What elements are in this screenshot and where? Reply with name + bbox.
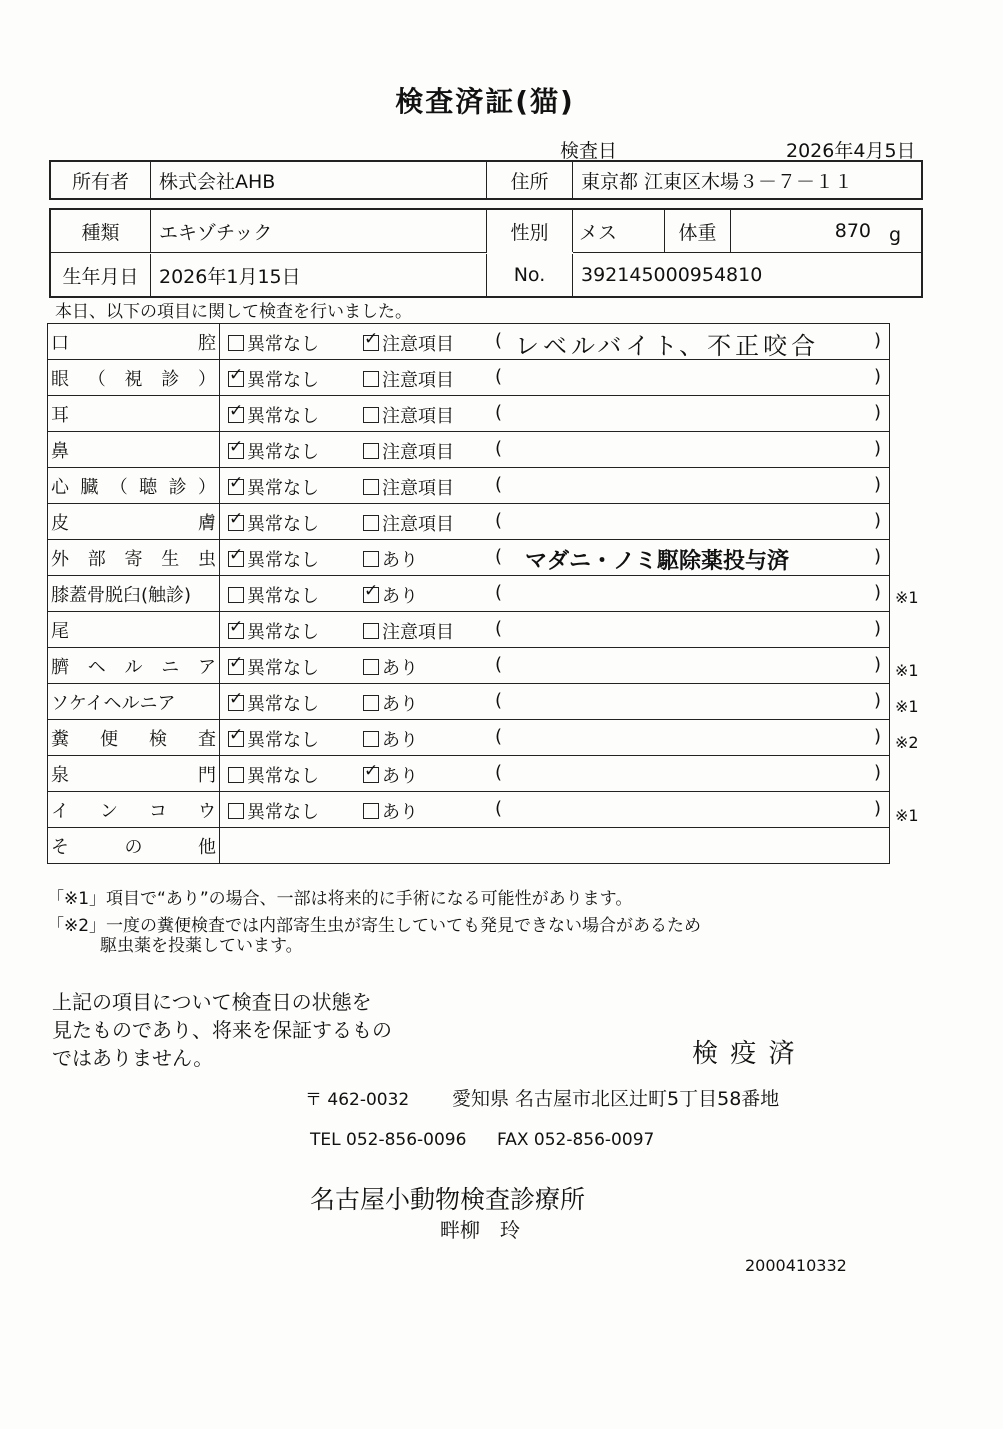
- option-normal[interactable]: [228, 618, 319, 644]
- exam-item-label: [48, 720, 220, 756]
- option-normal-label: 異常なし: [247, 586, 319, 607]
- footnote-mark: ※1: [895, 806, 919, 826]
- option-flag-label: 注意項目: [382, 406, 454, 427]
- exam-row: [48, 684, 890, 720]
- option-flag-label: あり: [382, 694, 418, 715]
- birth-value: 2026年1月15日: [151, 254, 487, 296]
- animal-info-block: [49, 208, 923, 298]
- footnote-mark: ※1: [895, 587, 919, 607]
- exam-item-label-text: 尾: [51, 620, 69, 642]
- paren-open: (: [495, 654, 503, 675]
- paren-open: (: [495, 618, 503, 639]
- option-normal-label: 異常なし: [247, 730, 319, 751]
- sex-value: メス: [573, 210, 665, 252]
- exam-item-label-text: 皮 膚: [51, 512, 216, 534]
- option-normal[interactable]: [228, 762, 319, 788]
- option-flag[interactable]: [363, 510, 454, 536]
- disclaimer-line-1: 上記の項目について検査日の状態を: [52, 990, 372, 1014]
- paren-open: (: [495, 474, 503, 495]
- paren-close: ): [873, 330, 881, 351]
- exam-item-label: [48, 756, 220, 792]
- option-normal[interactable]: [228, 726, 319, 752]
- paren-open: (: [495, 690, 503, 711]
- option-normal[interactable]: [228, 690, 319, 716]
- option-flag[interactable]: [363, 762, 418, 788]
- option-normal-label: 異常なし: [247, 442, 319, 463]
- exam-row: [48, 720, 890, 756]
- checkbox-flag[interactable]: [363, 587, 379, 603]
- disclaimer-line-2: 見たものであり、将来を保証するもの: [52, 1018, 392, 1042]
- postal-code: 〒 462-0032: [305, 1090, 410, 1110]
- exam-item-label-text: 膝蓋骨脱臼(触診): [51, 584, 192, 606]
- remark-text: レベルバイト、不正咬合: [515, 332, 820, 360]
- option-normal-label: 異常なし: [247, 766, 319, 787]
- checkbox-normal[interactable]: [228, 551, 244, 567]
- exam-item-label: [48, 432, 220, 468]
- paren-open: (: [495, 330, 503, 351]
- exam-date: 2026年4月5日: [786, 140, 916, 162]
- option-normal[interactable]: [228, 546, 319, 572]
- sex-label: 性別: [487, 210, 573, 252]
- option-normal-label: 異常なし: [247, 622, 319, 643]
- exam-row: [48, 756, 890, 792]
- birth-label: 生年月日: [51, 254, 151, 296]
- exam-item-label: [48, 504, 220, 540]
- owner-label: 所有者: [51, 162, 151, 198]
- checkbox-normal[interactable]: [228, 803, 244, 819]
- exam-item-label-text: 耳: [51, 404, 69, 426]
- paren-close: ): [873, 726, 881, 747]
- option-normal-label: 異常なし: [247, 334, 319, 355]
- exam-item-label-text: 鼻: [51, 440, 69, 462]
- option-normal[interactable]: [228, 474, 319, 500]
- exam-item-label: [48, 792, 220, 828]
- option-flag[interactable]: [363, 402, 454, 428]
- exam-item-label: [48, 540, 220, 576]
- exam-item-label: [48, 684, 220, 720]
- exam-row: [48, 468, 890, 504]
- exam-item-result: [220, 324, 890, 360]
- option-normal[interactable]: [228, 366, 319, 392]
- exam-item-result: [220, 612, 890, 648]
- option-flag-label: 注意項目: [382, 514, 454, 535]
- exam-item-label: [48, 468, 220, 504]
- other-value[interactable]: [220, 828, 890, 864]
- checkbox-flag[interactable]: [363, 407, 379, 423]
- option-normal-label: 異常なし: [247, 514, 319, 535]
- paren-open: (: [495, 798, 503, 819]
- footnote-mark: ※1: [895, 697, 919, 716]
- weight-unit: g: [889, 224, 902, 246]
- exam-item-result: [220, 504, 890, 540]
- weight-value: 870: [834, 220, 871, 242]
- exam-item-result: [220, 684, 890, 720]
- footnote-mark: ※2: [895, 733, 919, 753]
- footnote-1: 「※1」項目で“あり”の場合、一部は将来的に手術になる可能性があります。: [47, 889, 633, 909]
- paren-close: ): [873, 618, 881, 639]
- checkbox-normal[interactable]: [228, 479, 244, 495]
- paren-close: ): [873, 798, 881, 819]
- owner-value: 株式会社AHB: [151, 162, 487, 198]
- option-flag-label: 注意項目: [382, 622, 454, 643]
- exam-item-result: [220, 468, 890, 504]
- doctor-name: 畔柳 玲: [440, 1218, 520, 1242]
- exam-item-result: [220, 432, 890, 468]
- paren-close: ): [873, 582, 881, 603]
- exam-item-label-text: 心 臓 （ 聴 診 ）: [51, 476, 216, 498]
- option-flag-label: あり: [382, 730, 418, 751]
- checkbox-flag[interactable]: [363, 695, 379, 711]
- exam-item-label: [48, 648, 220, 684]
- option-flag-label: あり: [382, 766, 418, 787]
- checkbox-flag[interactable]: [363, 479, 379, 495]
- checkbox-normal[interactable]: [228, 371, 244, 387]
- checkbox-normal[interactable]: [228, 659, 244, 675]
- option-flag-label: あり: [382, 586, 418, 607]
- option-normal[interactable]: [228, 582, 319, 608]
- exam-item-label-text: 泉 門: [51, 764, 216, 786]
- paren-close: ): [873, 510, 881, 531]
- breed-label: 種類: [51, 210, 151, 252]
- option-normal-label: 異常なし: [247, 370, 319, 391]
- clinic-address: 愛知県 名古屋市北区辻町5丁目58番地: [452, 1088, 780, 1110]
- exam-item-result: [220, 792, 890, 828]
- checkbox-normal[interactable]: [228, 731, 244, 747]
- clinic-tel: TEL 052-856-0096: [310, 1130, 467, 1150]
- option-normal-label: 異常なし: [247, 478, 319, 499]
- checkbox-normal[interactable]: [228, 623, 244, 639]
- clinic-fax: FAX 052-856-0097: [497, 1130, 655, 1150]
- checkbox-flag[interactable]: [363, 371, 379, 387]
- checkbox-flag[interactable]: [363, 659, 379, 675]
- exam-item-label-text: 糞 便 検 査: [51, 728, 216, 750]
- paren-close: ): [873, 690, 881, 711]
- exam-row: [48, 792, 890, 828]
- exam-row: [48, 504, 890, 540]
- disclaimer: [52, 988, 392, 1072]
- paren-open: (: [495, 546, 503, 567]
- exam-row: [48, 432, 890, 468]
- exam-table: [47, 323, 890, 864]
- exam-item-label: [48, 324, 220, 360]
- checkbox-flag[interactable]: [363, 335, 379, 351]
- option-flag-label: 注意項目: [382, 478, 454, 499]
- option-normal[interactable]: [228, 654, 319, 680]
- exam-row: [48, 360, 890, 396]
- option-flag-label: 注意項目: [382, 334, 454, 355]
- no-value: 392145000954810: [581, 264, 763, 286]
- checkbox-normal[interactable]: [228, 587, 244, 603]
- option-flag[interactable]: [363, 546, 418, 572]
- paren-close: ): [873, 474, 881, 495]
- option-flag[interactable]: [363, 474, 454, 500]
- paren-open: (: [495, 438, 503, 459]
- option-flag[interactable]: [363, 582, 418, 608]
- checkbox-normal[interactable]: [228, 695, 244, 711]
- weight-label: 体重: [665, 210, 731, 252]
- paren-open: (: [495, 510, 503, 531]
- exam-item-result: [220, 576, 890, 612]
- option-normal[interactable]: [228, 402, 319, 428]
- other-label: [48, 828, 220, 864]
- option-normal-label: 異常なし: [247, 802, 319, 823]
- exam-row: [48, 324, 890, 360]
- option-flag-label: あり: [382, 658, 418, 679]
- option-flag[interactable]: [363, 366, 454, 392]
- option-normal[interactable]: [228, 330, 319, 356]
- exam-item-label-text: ソケイヘルニア: [51, 692, 176, 714]
- exam-item-result: [220, 720, 890, 756]
- paren-open: (: [495, 762, 503, 783]
- checkbox-flag[interactable]: [363, 731, 379, 747]
- option-flag-label: 注意項目: [382, 370, 454, 391]
- paren-open: (: [495, 726, 503, 747]
- checkbox-normal[interactable]: [228, 335, 244, 351]
- exam-item-label-text: イ ン コ ウ: [51, 800, 216, 822]
- exam-item-label-text: 口 腔: [51, 332, 216, 354]
- checkbox-normal[interactable]: [228, 407, 244, 423]
- exam-row: [48, 396, 890, 432]
- document-number: 2000410332: [745, 1256, 847, 1275]
- footnote-2-cont: 駆虫薬を投薬しています。: [100, 936, 303, 956]
- breed-value: エキゾチック: [151, 210, 487, 252]
- paren-close: ): [873, 546, 881, 567]
- option-normal-label: 異常なし: [247, 658, 319, 679]
- exam-item-label: [48, 576, 220, 612]
- checkbox-normal[interactable]: [228, 767, 244, 783]
- checkbox-flag[interactable]: [363, 803, 379, 819]
- document-title: 検査済証(猫): [395, 85, 575, 118]
- exam-row: [48, 612, 890, 648]
- checkbox-flag[interactable]: [363, 443, 379, 459]
- option-flag[interactable]: [363, 726, 418, 752]
- paren-close: ): [873, 402, 881, 423]
- exam-item-result: [220, 648, 890, 684]
- option-normal[interactable]: [228, 438, 319, 464]
- checkbox-normal[interactable]: [228, 515, 244, 531]
- address-label: 住所: [487, 162, 573, 198]
- checkbox-flag[interactable]: [363, 515, 379, 531]
- clinic-name: 名古屋小動物検査診療所: [310, 1185, 586, 1214]
- disclaimer-line-3: ではありません。: [52, 1046, 214, 1070]
- paren-open: (: [495, 582, 503, 603]
- option-normal[interactable]: [228, 798, 319, 824]
- paren-open: (: [495, 366, 503, 387]
- exam-row: [48, 540, 890, 576]
- checkbox-normal[interactable]: [228, 443, 244, 459]
- exam-item-result: [220, 396, 890, 432]
- exam-item-label-text: 外 部 寄 生 虫: [51, 548, 216, 570]
- option-normal-label: 異常なし: [247, 406, 319, 427]
- no-label: No.: [487, 254, 573, 296]
- exam-date-label: 検査日: [560, 140, 618, 162]
- paren-open: (: [495, 402, 503, 423]
- exam-item-label: [48, 360, 220, 396]
- exam-row: [48, 648, 890, 684]
- paren-close: ): [873, 654, 881, 675]
- exam-item-label-text: 臍 ヘ ル ニ ア: [51, 656, 216, 678]
- exam-item-label-text: 眼 （ 視 診 ）: [51, 368, 216, 390]
- option-normal-label: 異常なし: [247, 550, 319, 571]
- quarantine-stamp: 検 疫 済: [692, 1039, 797, 1069]
- intro-text: 本日、以下の項目に関して検査を行いました。: [55, 302, 412, 322]
- remark-text: マダニ・ノミ駆除薬投与済: [525, 549, 790, 574]
- footnote-mark: ※1: [895, 660, 919, 680]
- option-flag[interactable]: [363, 798, 418, 824]
- option-normal[interactable]: [228, 510, 319, 536]
- checkbox-flag[interactable]: [363, 623, 379, 639]
- paren-close: ): [873, 366, 881, 387]
- exam-item-result: [220, 360, 890, 396]
- owner-row: [49, 160, 923, 200]
- option-flag[interactable]: [363, 654, 418, 680]
- other-label-text: そ の 他: [51, 836, 216, 858]
- checkbox-flag[interactable]: [363, 767, 379, 783]
- exam-item-label: [48, 396, 220, 432]
- option-flag[interactable]: [363, 618, 454, 644]
- option-flag[interactable]: [363, 330, 454, 356]
- paren-close: ): [873, 438, 881, 459]
- exam-row-other: [48, 828, 890, 864]
- checkbox-flag[interactable]: [363, 551, 379, 567]
- footnote-2: 「※2」一度の糞便検査では内部寄生虫が寄生していても発見できない場合があるため: [47, 916, 702, 936]
- option-normal-label: 異常なし: [247, 694, 319, 715]
- exam-item-label: [48, 612, 220, 648]
- option-flag-label: あり: [382, 802, 418, 823]
- option-flag[interactable]: [363, 690, 418, 716]
- paren-close: ): [873, 762, 881, 783]
- address-value: 東京都 江東区木場３－７－１１: [581, 170, 854, 193]
- exam-item-result: [220, 756, 890, 792]
- option-flag-label: 注意項目: [382, 442, 454, 463]
- exam-row: [48, 576, 890, 612]
- exam-item-result: [220, 540, 890, 576]
- option-flag[interactable]: [363, 438, 454, 464]
- option-flag-label: あり: [382, 550, 418, 571]
